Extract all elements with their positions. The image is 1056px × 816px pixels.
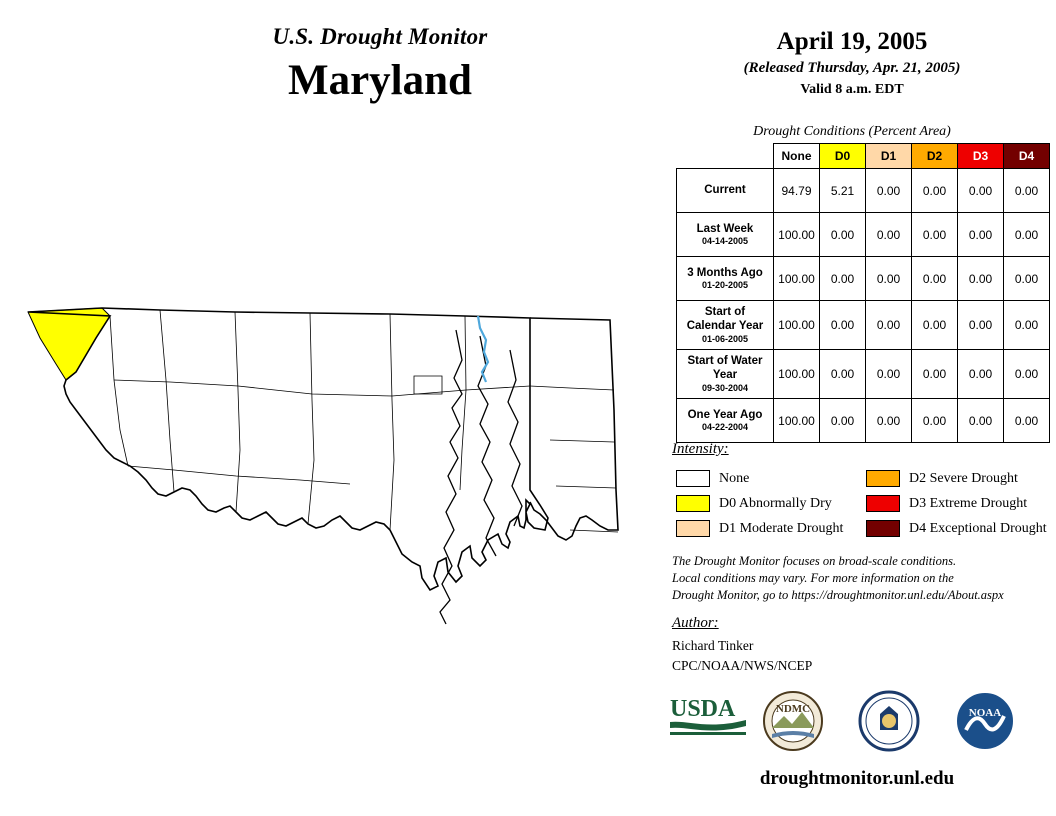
cell-current-none: 94.79 <box>774 169 820 213</box>
cell-lastweek-d0: 0.00 <box>820 213 866 257</box>
chesapeake-bay <box>440 330 522 624</box>
cell-wateryear-none: 100.00 <box>774 350 820 399</box>
disclaimer-line-3: Drought Monitor, go to https://droughtmonitor.unl.edu/About.aspx <box>672 587 1004 602</box>
row-label-date: 01-20-2005 <box>701 280 749 291</box>
column-header-d3: D3 <box>958 144 1004 169</box>
usda-logo[interactable] <box>668 690 748 753</box>
cell-3months-none: 100.00 <box>774 257 820 301</box>
cell-3months-d0: 0.00 <box>820 257 866 301</box>
legend-label-d2: D2 Severe Drought <box>909 470 1018 486</box>
noaa-logo-text: NOAA <box>968 707 1002 719</box>
row-label-3-months-ago <box>677 257 774 301</box>
cell-lastweek-d2: 0.00 <box>912 213 958 257</box>
noaa-logo[interactable] <box>954 690 1016 757</box>
table-row <box>677 257 1050 301</box>
cell-wateryear-d0: 0.00 <box>820 350 866 399</box>
table-row <box>677 213 1050 257</box>
legend-label-d4: D4 Exceptional Drought <box>909 520 1047 536</box>
disclaimer-line-2: Local conditions may vary. For more information on the <box>672 570 954 585</box>
cell-oneyear-d3: 0.00 <box>958 399 1004 443</box>
row-label-text: 3 Months Ago <box>687 266 763 279</box>
cell-current-d4: 0.00 <box>1004 169 1050 213</box>
cell-lastweek-none: 100.00 <box>774 213 820 257</box>
row-label-last-week <box>677 213 774 257</box>
cell-oneyear-d4: 0.00 <box>1004 399 1050 443</box>
program-title: U.S. Drought Monitor <box>272 24 488 49</box>
row-label-text: Current <box>704 184 746 197</box>
table-row <box>677 350 1050 399</box>
cell-wateryear-d4: 0.00 <box>1004 350 1050 399</box>
legend-item-none <box>676 470 749 487</box>
county-lines <box>110 310 618 532</box>
author-name: Richard Tinker <box>672 638 754 653</box>
cell-calyear-none: 100.00 <box>774 301 820 350</box>
d0-region <box>28 308 110 380</box>
ndmc-logo-text: NDMC <box>775 703 811 715</box>
legend-label-d1: D1 Moderate Drought <box>719 520 844 536</box>
cell-current-d1: 0.00 <box>866 169 912 213</box>
row-label-date: 09-30-2004 <box>701 382 749 393</box>
cell-current-d2: 0.00 <box>912 169 958 213</box>
table-row <box>677 301 1050 350</box>
usda-seal-logo[interactable] <box>858 690 920 757</box>
cell-calyear-d3: 0.00 <box>958 301 1004 350</box>
cell-lastweek-d3: 0.00 <box>958 213 1004 257</box>
table-caption: Drought Conditions (Percent Area) <box>753 124 951 139</box>
author-block <box>672 636 812 677</box>
column-header-d0: D0 <box>820 144 866 169</box>
table-row <box>677 169 1050 213</box>
legend-swatch-d4 <box>866 520 900 537</box>
cell-wateryear-d1: 0.00 <box>866 350 912 399</box>
title-block <box>120 24 640 105</box>
cell-3months-d4: 0.00 <box>1004 257 1050 301</box>
cell-3months-d2: 0.00 <box>912 257 958 301</box>
author-affiliation: CPC/NOAA/NWS/NCEP <box>672 658 813 674</box>
legend-swatch-d3 <box>866 495 900 512</box>
usda-logo-text: USDA <box>670 696 736 722</box>
eastern-shore-outline <box>530 318 618 540</box>
cell-lastweek-d4: 0.00 <box>1004 213 1050 257</box>
column-header-none: None <box>774 144 820 169</box>
legend-item-d3 <box>866 495 1027 512</box>
legend-label-d0: D0 Abnormally Dry <box>719 495 832 511</box>
legend-swatch-none <box>676 470 710 487</box>
cell-calyear-d2: 0.00 <box>912 301 958 350</box>
legend-swatch-d0 <box>676 495 710 512</box>
state-title: Maryland <box>288 57 472 104</box>
disclaimer-line-1: The Drought Monitor focuses on broad-scale conditions. <box>672 554 957 568</box>
column-header-d1: D1 <box>866 144 912 169</box>
cell-calyear-d0: 0.00 <box>820 301 866 350</box>
row-label-start-calendar-year <box>677 301 774 350</box>
cell-lastweek-d1: 0.00 <box>866 213 912 257</box>
date-block <box>672 28 1032 98</box>
author-heading: Author: <box>672 615 719 631</box>
row-label-text: One Year Ago <box>687 408 763 421</box>
drought-conditions-table <box>676 143 1050 443</box>
cell-calyear-d4: 0.00 <box>1004 301 1050 350</box>
row-label-current <box>677 169 774 213</box>
header-corner-blank <box>677 144 774 169</box>
valid-time: Valid 8 a.m. EDT <box>800 82 904 97</box>
legend-item-d2 <box>866 470 1018 487</box>
cell-oneyear-d2: 0.00 <box>912 399 958 443</box>
cell-3months-d3: 0.00 <box>958 257 1004 301</box>
table-row <box>677 399 1050 443</box>
cell-oneyear-d1: 0.00 <box>866 399 912 443</box>
row-label-date: 04-14-2005 <box>701 236 749 247</box>
disclaimer <box>672 553 1042 604</box>
legend-item-d4 <box>866 520 1047 537</box>
row-label-text: Start of Calendar Year <box>686 306 764 333</box>
legend-swatch-d1 <box>676 520 710 537</box>
website-url[interactable]: droughtmonitor.unl.edu <box>759 768 955 789</box>
release-date: (Released Thursday, Apr. 21, 2005) <box>743 60 961 76</box>
cell-oneyear-none: 100.00 <box>774 399 820 443</box>
legend-title: Intensity: <box>672 441 729 457</box>
cell-oneyear-d0: 0.00 <box>820 399 866 443</box>
cell-3months-d1: 0.00 <box>866 257 912 301</box>
column-header-d2: D2 <box>912 144 958 169</box>
cell-current-d3: 0.00 <box>958 169 1004 213</box>
state-outline <box>28 308 548 590</box>
maryland-drought-map <box>10 290 650 650</box>
row-label-start-water-year <box>677 350 774 399</box>
legend-item-d0 <box>676 495 832 512</box>
table-header-row <box>677 144 1050 169</box>
row-label-one-year-ago <box>677 399 774 443</box>
row-label-date: 01-06-2005 <box>701 333 749 344</box>
column-header-d4: D4 <box>1004 144 1050 169</box>
legend-item-d1 <box>676 520 843 537</box>
logo-row <box>660 690 1050 760</box>
row-label-date: 04-22-2004 <box>701 422 749 433</box>
cell-wateryear-d3: 0.00 <box>958 350 1004 399</box>
legend-label-d3: D3 Extreme Drought <box>909 495 1028 511</box>
row-label-text: Start of Water Year <box>687 355 763 382</box>
cell-calyear-d1: 0.00 <box>866 301 912 350</box>
legend-swatch-d2 <box>866 470 900 487</box>
cell-current-d0: 5.21 <box>820 169 866 213</box>
row-label-text: Last Week <box>696 222 754 235</box>
ndmc-logo[interactable] <box>762 690 824 757</box>
cell-wateryear-d2: 0.00 <box>912 350 958 399</box>
map-date: April 19, 2005 <box>776 28 928 55</box>
legend-label-none: None <box>719 470 750 486</box>
